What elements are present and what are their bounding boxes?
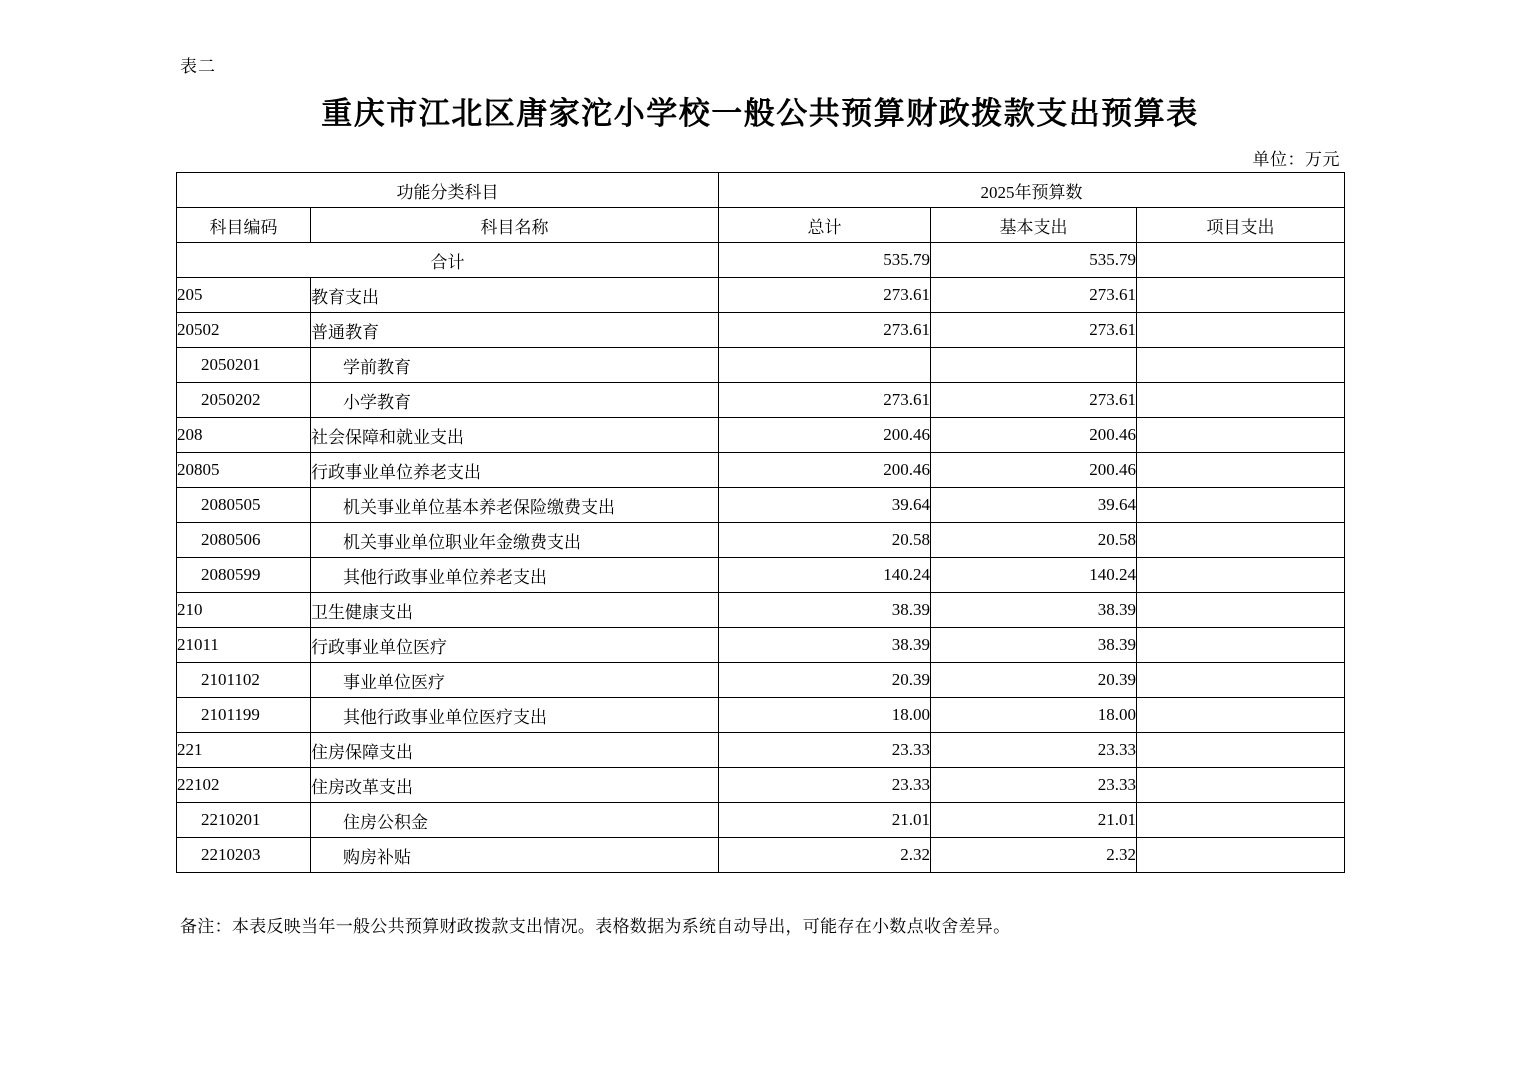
cell-project	[1137, 663, 1345, 698]
column-header-basic: 基本支出	[931, 208, 1137, 243]
column-header-name: 科目名称	[311, 208, 719, 243]
cell-total: 39.64	[719, 488, 931, 523]
cell-basic: 273.61	[931, 278, 1137, 313]
cell-total: 273.61	[719, 278, 931, 313]
total-row-basic: 535.79	[931, 243, 1137, 278]
cell-project	[1137, 768, 1345, 803]
cell-subject-name: 卫生健康支出	[311, 593, 719, 628]
table-row	[177, 838, 1345, 873]
table-row	[177, 628, 1345, 663]
cell-subject-code: 2080506	[177, 523, 311, 558]
cell-basic: 38.39	[931, 628, 1137, 663]
cell-total: 2.32	[719, 838, 931, 873]
budget-table	[176, 172, 1345, 873]
table-row	[177, 383, 1345, 418]
table-row	[177, 523, 1345, 558]
cell-basic: 2.32	[931, 838, 1137, 873]
cell-subject-name: 小学教育	[311, 383, 719, 418]
cell-project	[1137, 488, 1345, 523]
table-row	[177, 348, 1345, 383]
cell-subject-code: 210	[177, 593, 311, 628]
table-row	[177, 733, 1345, 768]
cell-subject-name: 其他行政事业单位医疗支出	[311, 698, 719, 733]
header-year-budget: 2025年预算数	[719, 173, 1345, 208]
table-row	[177, 488, 1345, 523]
cell-project	[1137, 593, 1345, 628]
cell-project	[1137, 628, 1345, 663]
cell-subject-name: 住房公积金	[311, 803, 719, 838]
cell-project	[1137, 838, 1345, 873]
cell-subject-code: 20502	[177, 313, 311, 348]
cell-basic	[931, 348, 1137, 383]
cell-basic: 273.61	[931, 383, 1137, 418]
cell-project	[1137, 558, 1345, 593]
table-row-total	[177, 243, 1345, 278]
cell-subject-code: 2101199	[177, 698, 311, 733]
cell-total: 18.00	[719, 698, 931, 733]
cell-project	[1137, 383, 1345, 418]
cell-total: 20.39	[719, 663, 931, 698]
cell-basic: 273.61	[931, 313, 1137, 348]
cell-project	[1137, 278, 1345, 313]
cell-subject-name: 事业单位医疗	[311, 663, 719, 698]
cell-total: 23.33	[719, 768, 931, 803]
cell-basic: 20.39	[931, 663, 1137, 698]
cell-subject-name: 机关事业单位职业年金缴费支出	[311, 523, 719, 558]
cell-total	[719, 348, 931, 383]
cell-project	[1137, 418, 1345, 453]
table-row	[177, 313, 1345, 348]
cell-subject-name: 机关事业单位基本养老保险缴费支出	[311, 488, 719, 523]
cell-subject-code: 2050201	[177, 348, 311, 383]
cell-subject-code: 2080599	[177, 558, 311, 593]
cell-basic: 200.46	[931, 453, 1137, 488]
cell-project	[1137, 453, 1345, 488]
cell-subject-code: 2080505	[177, 488, 311, 523]
table-row	[177, 278, 1345, 313]
table-row	[177, 768, 1345, 803]
cell-total: 273.61	[719, 313, 931, 348]
cell-total: 23.33	[719, 733, 931, 768]
cell-project	[1137, 523, 1345, 558]
footnote: 备注：本表反映当年一般公共预算财政拨款支出情况。表格数据为系统自动导出，可能存在小数点收舍差异。	[180, 917, 1011, 936]
cell-subject-name: 行政事业单位医疗	[311, 628, 719, 663]
cell-basic: 140.24	[931, 558, 1137, 593]
cell-basic: 20.58	[931, 523, 1137, 558]
cell-basic: 39.64	[931, 488, 1137, 523]
cell-total: 200.46	[719, 453, 931, 488]
table-group-header-row	[177, 173, 1345, 208]
cell-project	[1137, 698, 1345, 733]
cell-project	[1137, 803, 1345, 838]
page-title: 重庆市江北区唐家沱小学校一般公共预算财政拨款支出预算表	[321, 96, 1199, 131]
cell-basic: 18.00	[931, 698, 1137, 733]
cell-total: 273.61	[719, 383, 931, 418]
cell-subject-code: 221	[177, 733, 311, 768]
column-header-project: 项目支出	[1137, 208, 1345, 243]
column-header-code: 科目编码	[177, 208, 311, 243]
cell-project	[1137, 348, 1345, 383]
cell-subject-code: 21011	[177, 628, 311, 663]
cell-subject-name: 普通教育	[311, 313, 719, 348]
table-row	[177, 803, 1345, 838]
cell-subject-code: 20805	[177, 453, 311, 488]
cell-subject-name: 行政事业单位养老支出	[311, 453, 719, 488]
cell-total: 38.39	[719, 593, 931, 628]
unit-note: 单位：万元	[1252, 150, 1340, 169]
table-row	[177, 453, 1345, 488]
cell-basic: 200.46	[931, 418, 1137, 453]
table-row	[177, 663, 1345, 698]
cell-subject-name: 学前教育	[311, 348, 719, 383]
cell-total: 140.24	[719, 558, 931, 593]
cell-subject-code: 2101102	[177, 663, 311, 698]
total-row-total: 535.79	[719, 243, 931, 278]
column-header-total: 总计	[719, 208, 931, 243]
sheet-label: 表二	[180, 57, 216, 76]
cell-basic: 38.39	[931, 593, 1137, 628]
cell-subject-code: 205	[177, 278, 311, 313]
table-row	[177, 593, 1345, 628]
cell-project	[1137, 733, 1345, 768]
cell-subject-name: 购房补贴	[311, 838, 719, 873]
cell-subject-code: 22102	[177, 768, 311, 803]
cell-basic: 21.01	[931, 803, 1137, 838]
cell-subject-name: 其他行政事业单位养老支出	[311, 558, 719, 593]
cell-total: 20.58	[719, 523, 931, 558]
cell-subject-code: 208	[177, 418, 311, 453]
cell-basic: 23.33	[931, 733, 1137, 768]
cell-total: 200.46	[719, 418, 931, 453]
cell-project	[1137, 313, 1345, 348]
total-row-label: 合计	[177, 243, 719, 278]
cell-subject-name: 住房保障支出	[311, 733, 719, 768]
cell-total: 38.39	[719, 628, 931, 663]
table-row	[177, 418, 1345, 453]
table-row	[177, 558, 1345, 593]
cell-total: 21.01	[719, 803, 931, 838]
cell-basic: 23.33	[931, 768, 1137, 803]
cell-subject-code: 2210201	[177, 803, 311, 838]
cell-subject-name: 教育支出	[311, 278, 719, 313]
cell-subject-code: 2050202	[177, 383, 311, 418]
cell-subject-name: 社会保障和就业支出	[311, 418, 719, 453]
cell-subject-code: 2210203	[177, 838, 311, 873]
table-column-header-row	[177, 208, 1345, 243]
header-function-category: 功能分类科目	[177, 173, 719, 208]
cell-subject-name: 住房改革支出	[311, 768, 719, 803]
table-row	[177, 698, 1345, 733]
total-row-project	[1137, 243, 1345, 278]
